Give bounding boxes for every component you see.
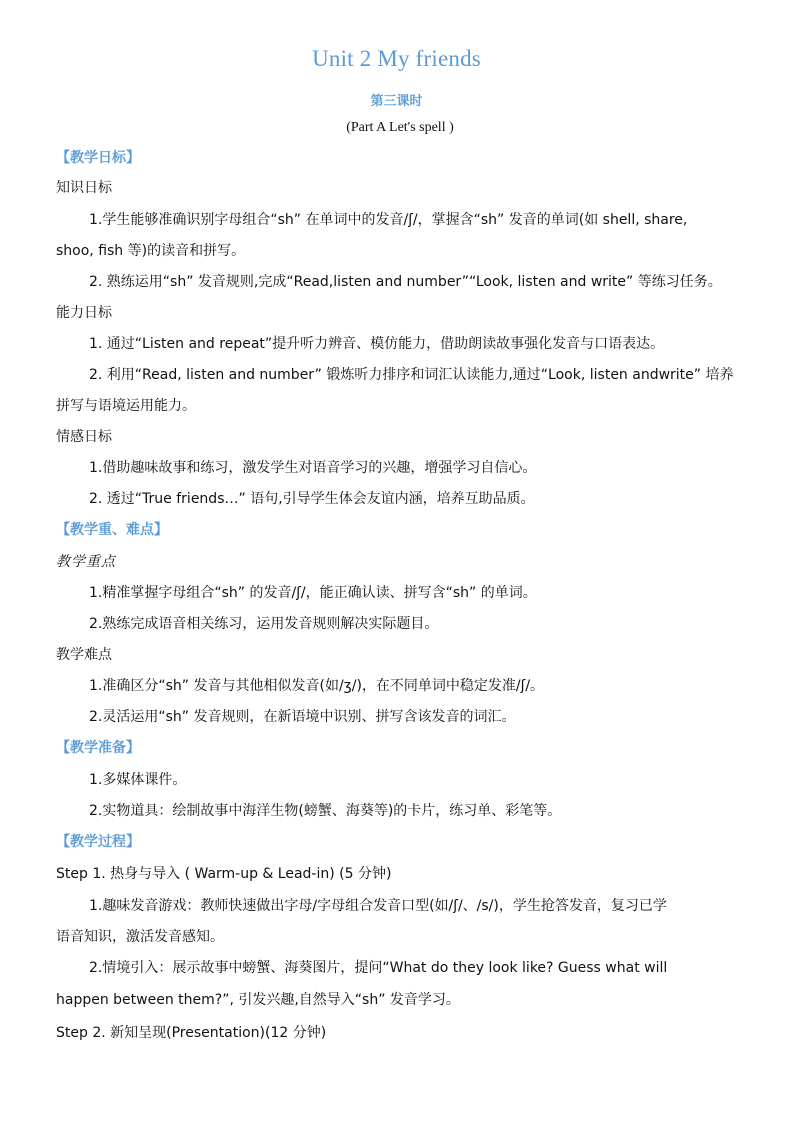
- knowledge-goals-heading: 知识日标: [56, 180, 112, 196]
- difficulty-2: 2.灵活运用“sh” 发音规则，在新语境中识别、拼写含该发音的词汇。: [89, 709, 516, 725]
- difficulty-1: 1.准确区分“sh” 发音与其他相似发音(如/ʒ/)，在不同单词中稳定发准/ʃ/。: [89, 678, 545, 694]
- step-1-heading: Step 1. 热身与导入 ( Warm-up & Lead-in) (5 分钟): [56, 866, 392, 882]
- step-1-item-2-line-2: happen between them?”, 引发兴趣,自然导入“sh” 发音学习。: [56, 992, 460, 1008]
- ability-goal-1: 1. 通过“Listen and repeat”提升听力辨音、模仿能力，借助朗读故事强化发音与口语表达。: [89, 336, 665, 352]
- key-points-heading: 教学重点: [56, 554, 116, 570]
- ability-goals-heading: 能力日标: [56, 305, 112, 321]
- step-1-item-2-line-1: 2.情境引入：展示故事中螃蟹、海葵图片，提问“What do they look like? Guess what will: [89, 960, 668, 976]
- section-process: 【教学过程】: [56, 834, 140, 850]
- preparation-2: 2.实物道具：绘制故事中海洋生物(螃蟹、海葵等)的卡片，练习单、彩笔等。: [89, 803, 562, 819]
- lesson-label: 第三课时: [370, 94, 423, 109]
- emotion-goal-1: 1.借助趣味故事和练习，激发学生对语音学习的兴趣，增强学习自信心。: [89, 460, 537, 476]
- emotion-goals-heading: 情感日标: [56, 429, 112, 445]
- section-preparation: 【教学准备】: [56, 740, 140, 756]
- difficulties-heading: 教学难点: [56, 647, 112, 663]
- key-point-1: 1.精准掌握字母组合“sh” 的发音/ʃ/，能正确认读、拼写含“sh” 的单词。: [89, 585, 537, 601]
- section-goals: 【教学日标】: [56, 150, 140, 166]
- preparation-1: 1.多媒体课件。: [89, 772, 187, 788]
- document-title: Unit 2 My friends: [312, 46, 481, 71]
- knowledge-goal-1-line-2: shoo, fish 等)的读音和拼写。: [56, 243, 246, 259]
- section-key-difficult: 【教学重、难点】: [56, 522, 168, 538]
- ability-goal-2-line-2: 拼写与语境运用能力。: [56, 398, 196, 414]
- step-1-item-1-line-1: 1.趣味发音游戏：教师快速做出字母/字母组合发音口型(如/ʃ/、/s/)，学生抢答发音，复习已学: [89, 898, 667, 914]
- ability-goal-2-line-1: 2. 利用“Read, listen and number” 锻炼听力排序和词汇认读能力,通过“Look, listen andwrite” 培养: [89, 367, 734, 383]
- knowledge-goal-2: 2. 熟练运用“sh” 发音规则,完成“Read,listen and number”“Look, listen and write” 等练习任务。: [89, 274, 722, 290]
- emotion-goal-2: 2. 透过“True friends…” 语句,引导学生体会友谊内涵，培养互助品质。: [89, 491, 535, 507]
- key-point-2: 2.熟练完成语音相关练习，运用发音规则解决实际题目。: [89, 616, 439, 632]
- step-1-item-1-line-2: 语音知识，激活发音感知。: [56, 929, 224, 945]
- knowledge-goal-1-line-1: 1.学生能够准确识别字母组合“sh” 在单词中的发音/ʃ/，掌握含“sh” 发音的单词(如 shell, share,: [89, 212, 688, 228]
- step-2-heading: Step 2. 新知呈现(Presentation)(12 分钟): [56, 1025, 327, 1041]
- part-label: (Part A Let's spell ): [346, 120, 454, 135]
